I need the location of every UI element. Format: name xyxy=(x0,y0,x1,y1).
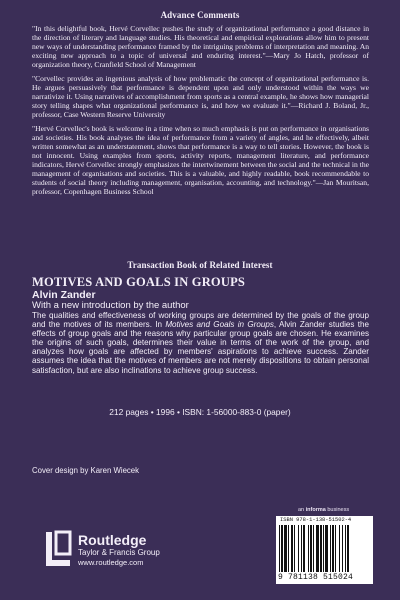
business-prefix: an xyxy=(298,507,306,513)
quote-boland: "Corvellec provides an ingenious analysis of how problematic the concept of organizational performance is. He argues persuasively that performance is dependent upon and only understood within the ways we narrativize it. Using narratives of accomplishment from sports as a central example, he shows how managerial story telling shapes what organizational performance is, and how we evaluate it."—Richard J. Boland, Jr., professor, Case Western Reserve University xyxy=(32,74,369,119)
isbn-label: ISBN 978-1-138-51502-4 xyxy=(280,517,352,523)
quote-hatch: "In this delightful book, Hervé Corvellec pushes the study of organizational performance a good distance in the direction of literary and language studies. His theoretical and empirical explorations allow him to present new ways of understanding performance framed by the intriguing problems of interpretation and meaning. An exciting new approach to a topic of universal and enduring interest."—Mary Jo Hatch, professor of organization theory, Cranfield School of Management xyxy=(32,24,369,69)
advance-comments-heading: Advance Comments xyxy=(160,10,240,20)
related-book-pub-info: 212 pages • 1996 • ISBN: 1-56000-883-0 (paper) xyxy=(109,407,291,417)
related-book-title: MOTIVES AND GOALS IN GROUPS xyxy=(32,275,246,289)
business-brand: informa xyxy=(305,507,326,513)
isbn-barcode xyxy=(276,516,373,584)
barcode-bars-icon xyxy=(279,525,369,572)
related-book-author: Alvin Zander xyxy=(32,289,96,301)
desc-text-1: The qualities and effectiveness of working groups are determined by the goals of the group and the motives of its members. In xyxy=(32,311,369,330)
related-book-description xyxy=(32,311,369,375)
barcode-number: 9 781138 515024 xyxy=(278,573,354,582)
quote-mouritsan: "Hervé Corvellec's book is welcome in a time when so much emphasis is put on performance in organisations and societies. His book analyses the idea of performance from a variety of angles, and he effectively, albeit written somewhat as an understatement, shows that performance is a way to tell stories. However, the book is not innocent. Using examples from sports, activity reports, management literature, and performance indicators, Hervé Corvellec strongly emphasizes the intertwinement between the social and the technical in the management of organisations and societies. This is a valuable, and highly readable, book recommendable to students of social theory including management, organisation, accounting, and technology."—Jan Mouritsan, professor, Copenhagen Business School xyxy=(32,124,369,196)
routledge-logo-icon xyxy=(44,530,74,570)
business-suffix: business xyxy=(325,507,350,513)
informa-business-label xyxy=(298,507,349,513)
related-book-intro-note: With a new introduction by the author xyxy=(32,300,189,311)
publisher-url: www.routledge.com xyxy=(78,558,144,567)
related-interest-heading: Transaction Book of Related Interest xyxy=(127,260,273,270)
publisher-name: Routledge xyxy=(78,532,147,548)
cover-design-credit: Cover design by Karen Wiecek xyxy=(32,466,140,475)
quotes-block xyxy=(32,24,369,201)
publisher-group: Taylor & Francis Group xyxy=(78,548,160,557)
desc-italic-title: Motives and Goals in Groups xyxy=(165,320,274,330)
publisher-block xyxy=(78,532,160,568)
desc-text-2: , Alvin Zander studies the effects of group goals and the reasons why particular group goals are chosen. He examines the origins of such goals, determines their value in terms of the work of the group, and analyzes how goals are affected by members' aspirations to achieve success. Zander assumes the idea that the motives of members are not merely dispositions to obtain personal satisfaction, but are also inclinations to achieve group success. xyxy=(32,320,369,375)
